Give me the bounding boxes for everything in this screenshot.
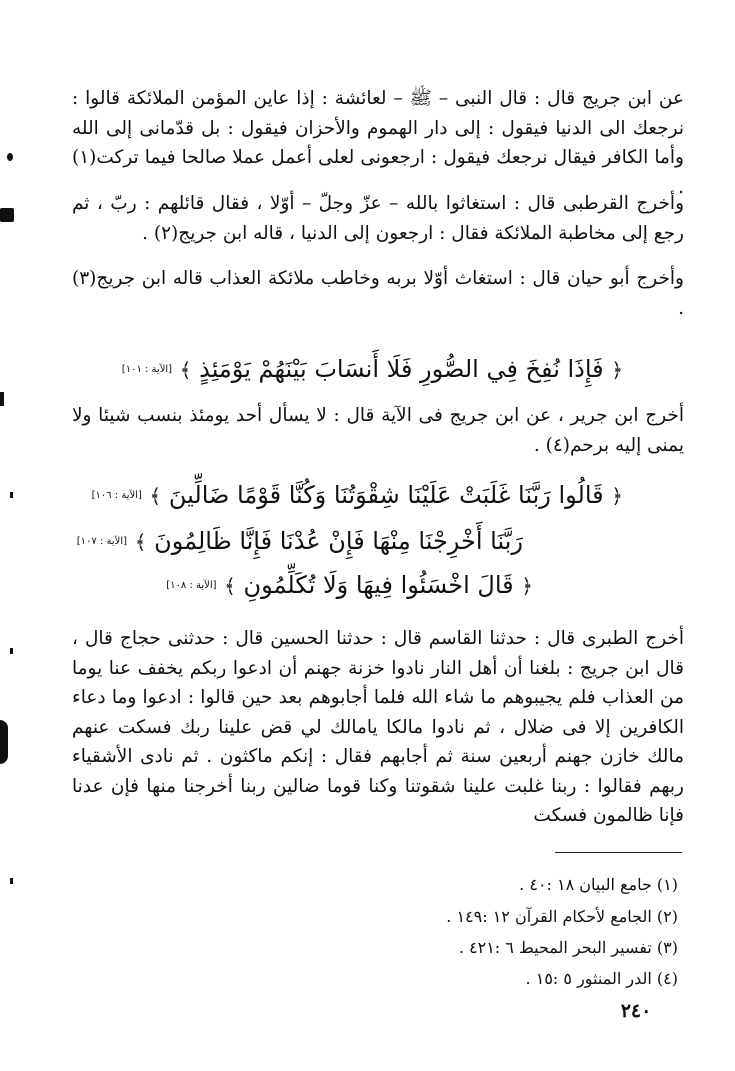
footnote-divider: [555, 852, 682, 853]
paragraph-tabari: أخرج الطبرى قال : حدثنا القاسم قال : حدثنا الحسين قال : حدثنى حجاج قال ، قال ابن جريج : بلغنا أن أهل النار نادوا خزنة جهنم أن ادعوا ربكم يخفف عنا يوما من العذاب فلم يجيبوهم ما شاء الله فلما أجابوهم بعد حين قالوا : ادعوا وما دعاء الكافرين إلا فى ضلال ، ثم نادوا مالكا يامالك لي قض علينا ربك فسكت عنهم مالك خازن جهنم أربعين سنة ثم أجابهم فقال : إنكم ماكثون . ثم نادى الأشقياء ربهم فقالوا : ربنا غلبت علينا شقوتنا وكنا قوما ضالين ربنا أخرجنا منها فإن عدنا فإنا ظالمون فسكت: [72, 628, 684, 826]
paragraph-ibn-jarir: أخرج ابن جرير ، عن ابن جريج فى الآية قال : لا يسأل أحد يومئذ بنسب شيئا ولا يمنى إليه برحم(٤) .: [72, 405, 684, 456]
verse-open-ornament: ﴿: [611, 358, 623, 382]
verse-open-ornament: ﴿: [611, 484, 623, 508]
verse-text: قَالَ اخْسَئُوا فِيهَا وَلَا تُكَلِّمُونِ: [243, 571, 514, 599]
verse-close-ornament: ﴾: [149, 484, 162, 508]
verse-open-ornament: ﴿: [521, 574, 533, 598]
scan-mark: [0, 720, 8, 764]
quran-verse-108: [160, 568, 533, 603]
verse-reference: [الآية : ١٠٧]: [76, 536, 128, 547]
verse-reference: [الآية : ١٠٨]: [166, 580, 217, 591]
verse-reference: [الآية : ١٠٦]: [91, 490, 142, 501]
verse-reference: [الآية : ١٠١]: [121, 364, 173, 375]
scan-mark: [0, 392, 4, 406]
scan-mark: [10, 648, 13, 654]
page-number: ٢٤٠: [620, 1000, 652, 1022]
footnote-3: (٣) تفسير البحر المحيط ٦ :٤٢١ .: [458, 938, 678, 957]
verse-close-ornament: ﴾: [134, 530, 147, 554]
scan-mark: [0, 208, 14, 222]
verse-text: رَبَّنَا أَخْرِجْنَا مِنْهَا فَإِنْ عُدْنَا فَإِنَّا ظَالِمُونَ: [154, 527, 523, 555]
verse-close-ornament: ﴾: [224, 574, 236, 598]
scan-mark: [7, 153, 13, 161]
quran-verse-106: [86, 478, 623, 513]
quran-verse-107: [71, 524, 523, 559]
paragraph-ibn-jurayj-aisha: عن ابن جريج قال : قال النبى – ﷺ – لعائشة : إذا عاين المؤمن الملائكة قالوا : نرجعك الى الدنيا فيقول : إلى دار الهموم والأحزان فيقول : بل قدّمانى إلى الله وأما الكافر فيقال نرجعك فيقول : ارجعونى لعلى أعمل عملا صالحا فيما تركت(١) .: [72, 88, 684, 198]
scan-mark: [10, 878, 13, 884]
scan-mark: [10, 492, 13, 498]
paragraph-abu-hayyan: وأخرج أبو حيان قال : استغاث أوّلا بربه وخاطب ملائكة العذاب قاله ابن جريج(٣) .: [72, 268, 684, 319]
quran-verse-101: [116, 352, 623, 387]
verse-text: فَإِذَا نُفِخَ فِي الصُّورِ فَلَا أَنسَابَ بَيْنَهُمْ يَوْمَئِذٍ: [199, 355, 604, 383]
paragraph-qurtubi: وأخرج القرطبى قال : استغاثوا بالله – عزّ وجلّ – أوّلا ، فقال قائلهم : ربّ ، ثم رجع إلى مخاطبة الملائكة فقال : ارجعون إلى الدنيا ، قاله ابن جريج(٢) .: [72, 193, 684, 244]
footnote-4: (٤) الدر المنثور ٥ :١٥ .: [525, 969, 678, 988]
verse-close-ornament: ﴾: [179, 358, 192, 382]
footnote-2: (٢) الجامع لأحكام القرآن ١٢ :١٤٩ .: [446, 907, 678, 926]
verse-text: قَالُوا رَبَّنَا غَلَبَتْ عَلَيْنَا شِقْوَتُنَا وَكُنَّا قَوْمًا ضَالِّينَ: [168, 481, 604, 509]
footnote-1: (١) جامع البيان ١٨ :٤٠ .: [519, 875, 678, 894]
